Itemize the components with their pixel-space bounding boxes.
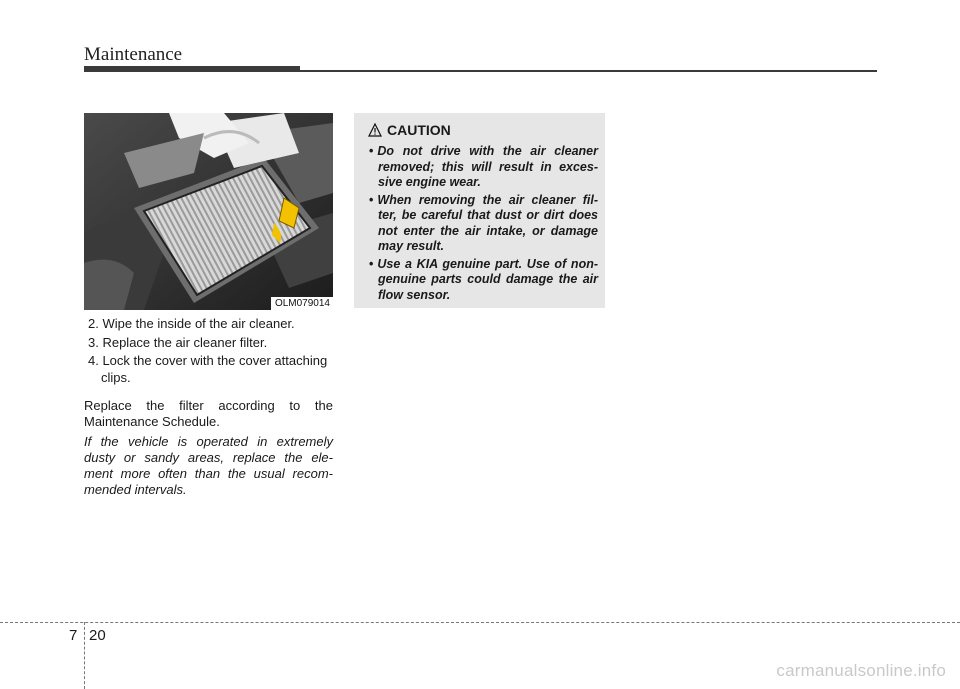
watermark: carmanualsonline.info: [776, 661, 946, 680]
warning-icon: [368, 123, 382, 137]
chapter-number: 7: [69, 627, 78, 644]
step-item: 3. Replace the air cleaner filter.: [88, 334, 268, 350]
caution-title: CAUTION: [387, 122, 451, 138]
replacement-paragraph: Replace the filter according to the Maintenance Schedule.: [84, 398, 333, 429]
header-rule-thin: [300, 70, 877, 72]
caution-item: • Do not drive with the air cleaner removed; this will result in exces- sive engine wear.: [364, 144, 598, 191]
caution-item: • Use a KIA genuine part. Use of non-genuine parts could damage the air flow sensor.: [364, 257, 598, 304]
step-item: 2. Wipe the inside of the air cleaner.: [88, 316, 295, 331]
section-title: Maintenance: [84, 44, 183, 65]
header-rule-thick: [84, 66, 300, 72]
air-cleaner-illustration: [84, 113, 333, 310]
caution-header: [368, 122, 451, 138]
figure-code: OLM079014: [271, 297, 333, 310]
air-cleaner-photo: [84, 113, 333, 310]
steps-list: [88, 316, 333, 388]
caution-list: [364, 144, 598, 305]
caution-box: [354, 113, 605, 308]
page-number: 20: [89, 627, 106, 644]
footer-divider: [84, 622, 85, 689]
footer-rule: [0, 622, 960, 623]
body-text: [84, 398, 333, 498]
caution-item: • When removing the air cleaner fil- ter, be careful that dust or dirt does not enter the air intake, or damage may result.: [364, 193, 598, 255]
note-paragraph: If the vehicle is operated in extremely dusty or sandy areas, replace the ele- ment more often than the usual recom- mended intervals.: [84, 434, 333, 497]
step-item: 4. Lock the cover with the cover attaching clips.: [88, 353, 328, 385]
